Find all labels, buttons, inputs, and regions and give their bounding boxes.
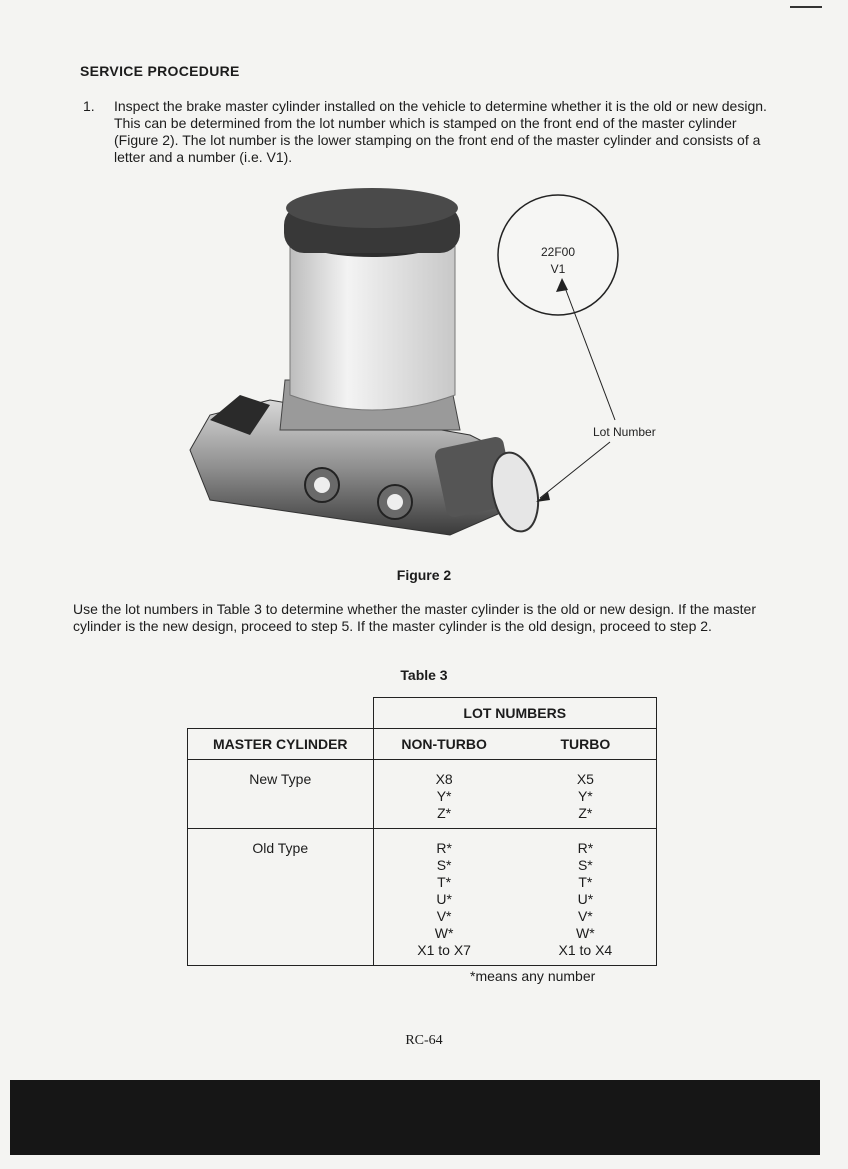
figure-caption: Figure 2	[396, 567, 452, 583]
table-footnote: *means any number	[470, 968, 596, 984]
non-turbo-values: R* S* T* U* V* W* X1 to X7	[417, 840, 471, 958]
instruction-paragraph: Use the lot numbers in Table 3 to determine whether the master cylinder is the old or new design. If the master cylinder is the new design, proceed to step 5. If the master cylinder is the old design, proceed to step 2.	[73, 601, 756, 634]
scan-dark-band	[10, 1080, 820, 1155]
master-cylinder-header: MASTER CYLINDER	[188, 729, 374, 760]
turbo-values: R* S* T* U* V* W* X1 to X4	[558, 840, 613, 958]
page-number: RC-64	[405, 1033, 443, 1048]
type-cell	[188, 829, 374, 966]
blank-corner-cell	[188, 698, 374, 729]
type-cell	[188, 760, 374, 829]
table-caption: Table 3	[400, 667, 448, 683]
lot-number-table	[187, 697, 657, 966]
step-number: 1.	[83, 98, 95, 114]
lot-number-callout: Lot Number	[593, 425, 656, 439]
lot-values-cell	[373, 829, 657, 966]
turbo-header: TURBO	[560, 736, 611, 752]
master-cylinder-figure	[150, 180, 710, 550]
type-label: New Type	[249, 771, 312, 787]
table-row	[188, 760, 657, 829]
turbo-values: X5 Y* Z*	[576, 771, 594, 821]
lot-numbers-header: LOT NUMBERS	[373, 698, 657, 729]
non-turbo-values: X8 Y* Z*	[435, 771, 453, 821]
stamp-line1: 22F00	[540, 245, 576, 259]
scan-corner-mark	[790, 6, 822, 8]
stamp-line2: V1	[550, 262, 566, 276]
non-turbo-header: NON-TURBO	[401, 736, 487, 752]
step-text: Inspect the brake master cylinder installed on the vehicle to determine whether it is the old or new design. This can be determined from the lot number which is stamped on the front end of the master cylinder (Figure 2). The lot number is the lower stamping on the front end of the master cylinder and consists of a letter and a number (i.e. V1).	[114, 98, 767, 165]
table-row	[188, 829, 657, 966]
section-heading: SERVICE PROCEDURE	[80, 63, 240, 79]
type-label: Old Type	[252, 840, 309, 856]
turbo-headers	[373, 729, 657, 760]
lot-values-cell	[373, 760, 657, 829]
